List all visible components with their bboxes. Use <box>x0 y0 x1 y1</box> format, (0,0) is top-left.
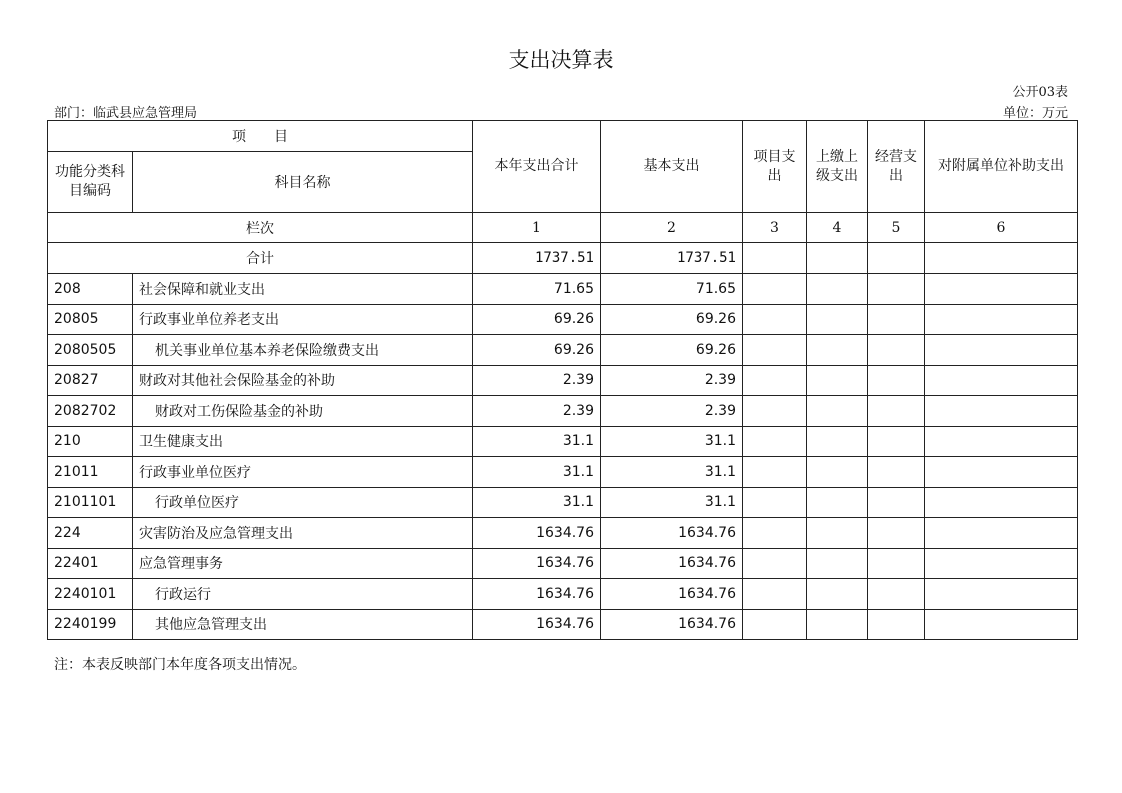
empty-cell <box>868 426 925 457</box>
table-row <box>48 457 1078 488</box>
empty-cell <box>925 396 1078 427</box>
empty-cell <box>868 335 925 366</box>
header-subject-name: 科目名称 <box>133 152 473 213</box>
row-code: 22401 <box>48 548 133 579</box>
empty-cell <box>868 579 925 610</box>
empty-cell <box>925 548 1078 579</box>
table-row <box>48 335 1078 366</box>
col-num: 3 <box>743 213 807 243</box>
header-column-index: 栏次 <box>48 213 473 243</box>
table-row <box>48 579 1078 610</box>
empty-cell <box>807 518 868 549</box>
row-total: 2.39 <box>473 396 601 427</box>
expenditure-table <box>47 120 1078 640</box>
empty-cell <box>925 274 1078 305</box>
table-row <box>48 396 1078 427</box>
col-num: 6 <box>925 213 1078 243</box>
row-name: 应急管理事务 <box>133 548 473 579</box>
row-code: 2101101 <box>48 487 133 518</box>
table-row <box>48 487 1078 518</box>
empty-cell <box>925 426 1078 457</box>
row-total: 1634.76 <box>473 548 601 579</box>
row-total: 1634.76 <box>473 609 601 640</box>
row-basic: 69.26 <box>601 304 743 335</box>
row-name: 机关事业单位基本养老保险缴费支出 <box>133 335 473 366</box>
row-total: 31.1 <box>473 426 601 457</box>
empty-cell <box>807 304 868 335</box>
empty-cell <box>807 548 868 579</box>
row-total: 71.65 <box>473 274 601 305</box>
header-business: 经营支出 <box>868 121 925 213</box>
empty-cell <box>925 304 1078 335</box>
empty-cell <box>868 487 925 518</box>
empty-cell <box>868 457 925 488</box>
table-row <box>48 304 1078 335</box>
table-row <box>48 365 1078 396</box>
row-name: 灾害防治及应急管理支出 <box>133 518 473 549</box>
summary-total: 1737.51 <box>473 243 601 274</box>
row-name: 社会保障和就业支出 <box>133 274 473 305</box>
empty-cell <box>743 548 807 579</box>
row-name: 财政对其他社会保险基金的补助 <box>133 365 473 396</box>
row-total: 1634.76 <box>473 579 601 610</box>
department-label: 部门：临武县应急管理局 <box>54 106 198 121</box>
empty-cell <box>807 243 868 274</box>
row-name: 行政事业单位养老支出 <box>133 304 473 335</box>
row-total: 2.39 <box>473 365 601 396</box>
empty-cell <box>807 274 868 305</box>
row-code: 224 <box>48 518 133 549</box>
row-basic: 71.65 <box>601 274 743 305</box>
header-subsidy: 对附属单位补助支出 <box>925 121 1078 213</box>
table-row <box>48 609 1078 640</box>
empty-cell <box>807 579 868 610</box>
page-title: 支出决算表 <box>508 48 614 72</box>
col-num: 4 <box>807 213 868 243</box>
row-name: 卫生健康支出 <box>133 426 473 457</box>
row-basic: 31.1 <box>601 457 743 488</box>
table-row <box>48 274 1078 305</box>
row-code: 20805 <box>48 304 133 335</box>
empty-cell <box>807 426 868 457</box>
summary-basic: 1737.51 <box>601 243 743 274</box>
header-project: 项目支出 <box>743 121 807 213</box>
col-num: 5 <box>868 213 925 243</box>
empty-cell <box>925 518 1078 549</box>
empty-cell <box>925 365 1078 396</box>
summary-row <box>48 243 1078 274</box>
row-basic: 1634.76 <box>601 548 743 579</box>
row-code: 2080505 <box>48 335 133 366</box>
row-total: 1634.76 <box>473 518 601 549</box>
empty-cell <box>868 396 925 427</box>
row-name: 行政单位医疗 <box>133 487 473 518</box>
row-basic: 2.39 <box>601 396 743 427</box>
header-total: 本年支出合计 <box>473 121 601 213</box>
empty-cell <box>807 335 868 366</box>
row-code: 208 <box>48 274 133 305</box>
row-code: 20827 <box>48 365 133 396</box>
row-name: 其他应急管理支出 <box>133 609 473 640</box>
row-total: 69.26 <box>473 335 601 366</box>
empty-cell <box>807 487 868 518</box>
empty-cell <box>743 518 807 549</box>
empty-cell <box>743 609 807 640</box>
row-code: 21011 <box>48 457 133 488</box>
unit-label: 单位：万元 <box>1002 106 1068 121</box>
empty-cell <box>868 274 925 305</box>
row-total: 31.1 <box>473 457 601 488</box>
row-basic: 1634.76 <box>601 579 743 610</box>
empty-cell <box>868 609 925 640</box>
summary-label: 合计 <box>48 243 473 274</box>
empty-cell <box>807 396 868 427</box>
empty-cell <box>925 243 1078 274</box>
row-total: 31.1 <box>473 487 601 518</box>
empty-cell <box>868 548 925 579</box>
empty-cell <box>743 304 807 335</box>
row-name: 行政事业单位医疗 <box>133 457 473 488</box>
empty-cell <box>868 365 925 396</box>
row-code: 2082702 <box>48 396 133 427</box>
row-basic: 1634.76 <box>601 518 743 549</box>
empty-cell <box>925 609 1078 640</box>
table-row <box>48 426 1078 457</box>
row-basic: 69.26 <box>601 335 743 366</box>
empty-cell <box>868 518 925 549</box>
empty-cell <box>925 335 1078 366</box>
empty-cell <box>807 457 868 488</box>
empty-cell <box>743 457 807 488</box>
empty-cell <box>743 426 807 457</box>
form-number: 公开03表 <box>1012 85 1068 100</box>
empty-cell <box>743 396 807 427</box>
row-name: 财政对工伤保险基金的补助 <box>133 396 473 427</box>
empty-cell <box>743 274 807 305</box>
header-remit: 上缴上级支出 <box>807 121 868 213</box>
empty-cell <box>743 579 807 610</box>
col-num: 2 <box>601 213 743 243</box>
row-basic: 1634.76 <box>601 609 743 640</box>
row-total: 69.26 <box>473 304 601 335</box>
table-row <box>48 518 1078 549</box>
col-num: 1 <box>473 213 601 243</box>
empty-cell <box>743 335 807 366</box>
table-row <box>48 548 1078 579</box>
empty-cell <box>925 487 1078 518</box>
row-basic: 31.1 <box>601 426 743 457</box>
empty-cell <box>807 609 868 640</box>
header-func-code: 功能分类科目编码 <box>48 152 133 213</box>
empty-cell <box>925 579 1078 610</box>
empty-cell <box>925 457 1078 488</box>
header-item: 项 目 <box>48 121 473 152</box>
row-code: 2240199 <box>48 609 133 640</box>
empty-cell <box>868 243 925 274</box>
empty-cell <box>743 243 807 274</box>
row-code: 210 <box>48 426 133 457</box>
empty-cell <box>868 304 925 335</box>
row-name: 行政运行 <box>133 579 473 610</box>
row-code: 2240101 <box>48 579 133 610</box>
empty-cell <box>743 365 807 396</box>
footnote: 注：本表反映部门本年度各项支出情况。 <box>54 657 306 673</box>
empty-cell <box>743 487 807 518</box>
empty-cell <box>807 365 868 396</box>
row-basic: 31.1 <box>601 487 743 518</box>
row-basic: 2.39 <box>601 365 743 396</box>
header-basic: 基本支出 <box>601 121 743 213</box>
